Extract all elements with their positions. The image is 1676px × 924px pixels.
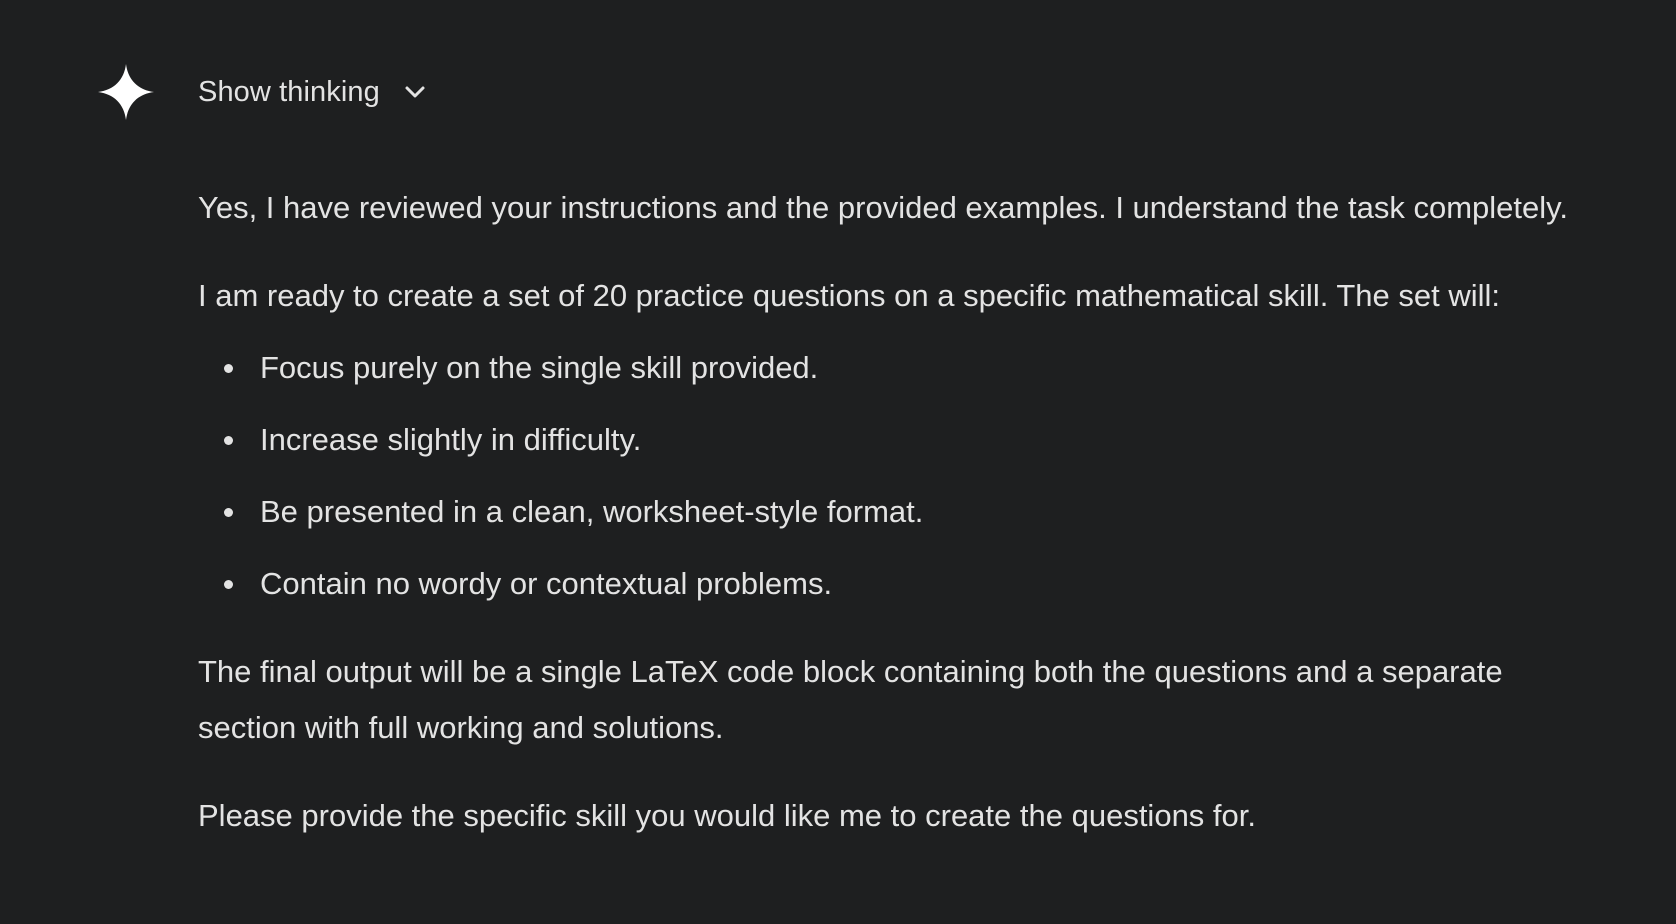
gemini-spark-icon [98,64,154,120]
list-item [198,484,1608,540]
response-paragraph: I am ready to create a set of 20 practice questions on a specific mathematical skill. The set will: [198,278,1501,313]
bullet-list [198,340,1608,612]
show-thinking-toggle[interactable] [198,68,428,116]
list-item-text: Contain no wordy or contextual problems. [260,566,833,601]
response-paragraph: Yes, I have reviewed your instructions and the provided examples. I understand the task completely. [198,190,1568,225]
list-item [198,340,1608,396]
bullet-icon [224,364,233,373]
list-item [198,412,1608,468]
show-thinking-label: Show thinking [198,75,380,108]
bullet-icon [224,508,233,517]
list-item [198,556,1608,612]
list-item-text: Be presented in a clean, worksheet-style format. [260,494,924,529]
bullet-icon [224,436,233,445]
response-body [198,180,1608,844]
chevron-down-icon [402,79,428,105]
list-item-text: Increase slightly in difficulty. [260,422,642,457]
response-paragraph: The final output will be a single LaTeX code block containing both the questions and a separate section with full working and solutions. [198,654,1503,745]
bullet-icon [224,580,233,589]
list-item-text: Focus purely on the single skill provided. [260,350,819,385]
response-paragraph: Please provide the specific skill you would like me to create the questions for. [198,798,1256,833]
